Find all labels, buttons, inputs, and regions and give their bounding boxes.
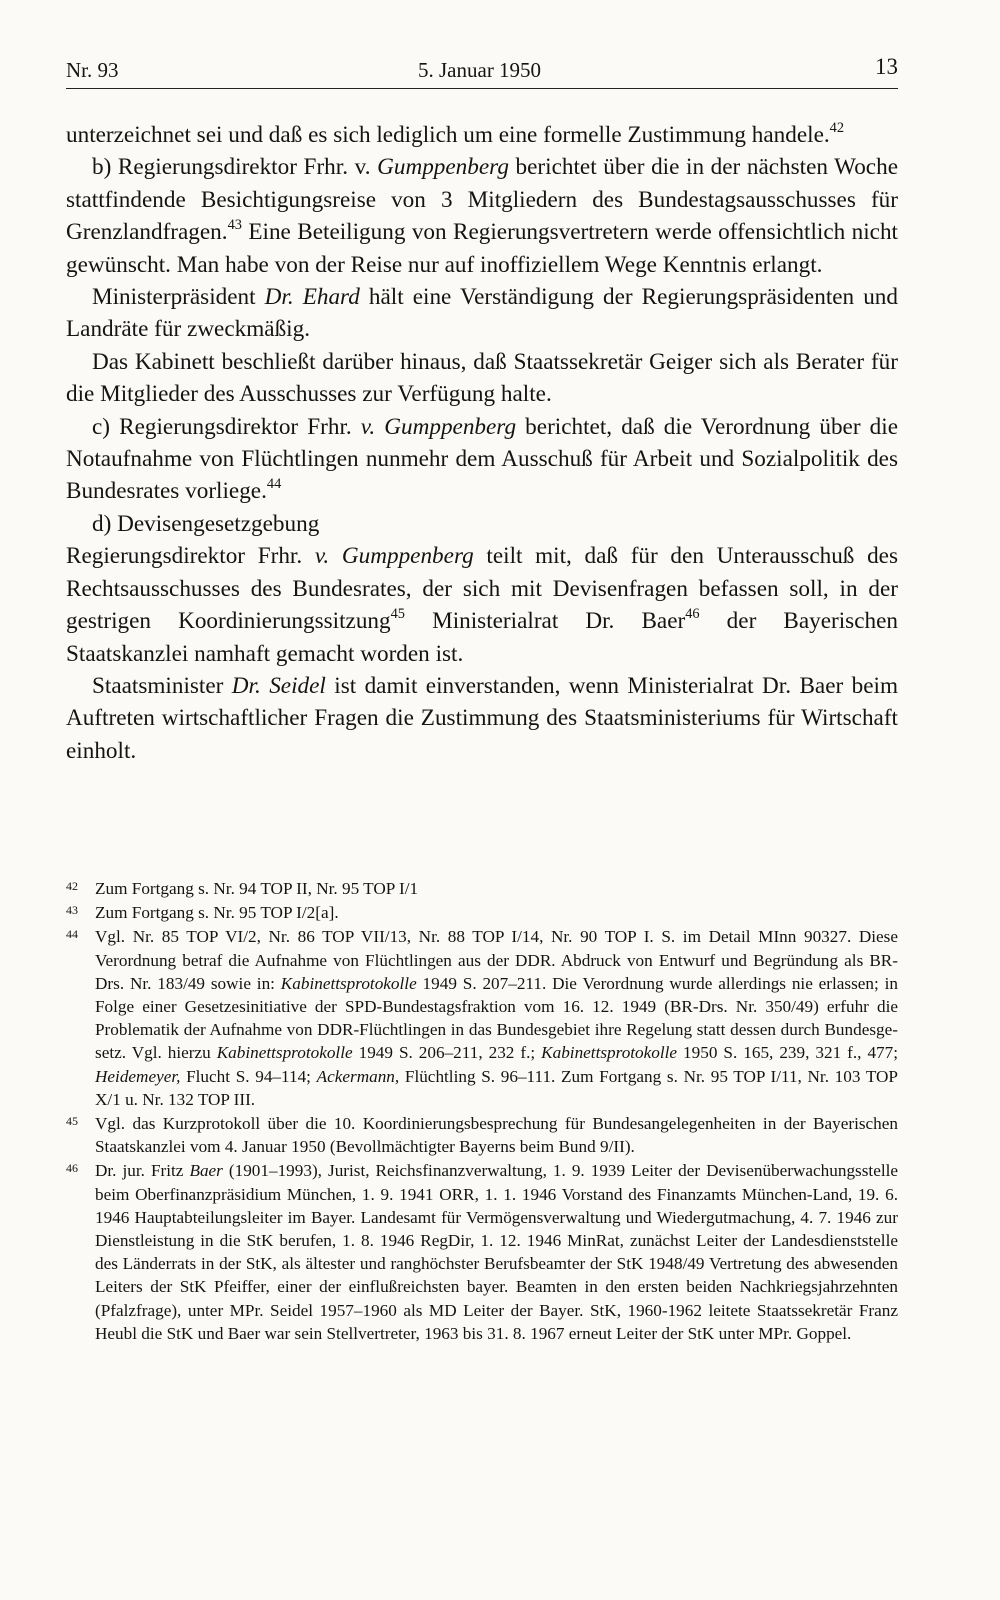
footnote-45: [66, 1112, 898, 1158]
footnote-43: [66, 901, 898, 924]
paragraph-text: Ministerpräsident: [92, 284, 265, 311]
person-name: v. Gumppenberg: [360, 413, 517, 440]
paragraph-text: hält eine Verständigung der Regierungspräsidenten und Landräte für zweckmäßig.: [66, 284, 898, 343]
footnote-ref-44[interactable]: 44: [266, 476, 282, 493]
footnote-number: 44: [66, 927, 78, 942]
paragraph-text: Staatsminister: [92, 672, 232, 699]
footnote-text: Vgl. Nr. 85 TOP VI/2, Nr. 86 TOP VII/13, Nr. 88 TOP I/14, Nr. 90 TOP I. S. im Detail MInn 90327. Diese Verordnung betraf die Aufnahme von Flüchtlingen aus der DDR. Abdruck von Entwurf und Begründung als BR-Drs. Nr. 183/49 sowie in:: [95, 927, 898, 993]
footnote-number: 42: [66, 879, 78, 893]
paragraph-text: Eine Beteiligung von Regierungsvertretern werde offensichtlich nicht gewünscht. Man habe von der Reise nur auf inoffiziellem Wege Kenntnis erlangt.: [66, 219, 898, 278]
paragraph-text: berichtet über die in der nächsten Woche stattfindende Besichtigungsreise von 3 Mitgliedern des Bundestagsausschusses für Grenzlandfragen.: [66, 154, 898, 246]
paragraph-text: berichtet, daß die Verordnung über die Notaufnahme von Flüchtlingen nunmehr dem Ausschuß für Arbeit und Sozialpolitik des Bundesrates vorliege.: [66, 413, 899, 505]
person-name: Baer: [189, 1161, 223, 1181]
footnote-ref-42[interactable]: 42: [829, 119, 845, 136]
paragraph-ehard: [66, 281, 898, 346]
person-name: Gumppenberg: [377, 154, 509, 181]
paragraph-seidel: [66, 670, 898, 767]
footnote-text: 1949 S. 207–211. Die Verordnung wurde allerdings nie erlassen; in Folge einer Gesetzesinitiative der SPD-Bundestagsfraktion vom 16. 12. 1949 (BR-Drs. Nr. 350/49) erfuhr die Problematik der Aufnahme von DDR-Flüchtlingen in das Bundesgebiet ihre Regelung statt dessen durch Bundesgesetz. Vgl. hierzu: [95, 973, 899, 1063]
person-name: Dr. Ehard: [264, 284, 360, 311]
footnote-text: Zum Fortgang s. Nr. 94 TOP II, Nr. 95 TOP I/1: [95, 879, 419, 898]
footnote-text: Dr. jur. Fritz: [95, 1161, 190, 1181]
footnote-text: 1949 S. 206–211, 232 f.;: [352, 1043, 542, 1063]
paragraph-text: b) Regierungsdirektor Frhr. v.: [92, 154, 378, 181]
footnote-text: Zum Fortgang s. Nr. 95 TOP I/2[a].: [95, 903, 339, 923]
paragraph-text: Regierungsdirektor Frhr.: [66, 543, 315, 570]
section-heading: d) Devisengesetzgebung: [92, 510, 320, 537]
person-name: v. Gumppenberg: [314, 543, 474, 570]
citation-author: Ackermann,: [316, 1066, 400, 1086]
footnote-42: [66, 877, 898, 900]
paragraph-text: ist damit einverstanden, wenn Ministerialrat Dr. Baer beim Auftreten wirtschaftlicher Fragen die Zustimmung des Staatsministeriums für Wirtschaft einholt.: [66, 672, 898, 764]
paragraph-item-d-heading: [66, 508, 898, 540]
footnote-text: Flüchtling S. 96–111. Zum Fortgang s. Nr. 95 TOP I/11, Nr. 103 TOP X/1 u. Nr. 132 TOP III.: [95, 1066, 898, 1109]
footnote-number: 46: [66, 1161, 78, 1176]
footnote-number: 45: [66, 1114, 78, 1129]
footnote-44: [66, 925, 898, 1111]
citation-title: Kabinettsprotokolle: [216, 1043, 353, 1063]
paragraph-kabinett: [66, 346, 898, 411]
footnote-text: Vgl. das Kurzprotokoll über die 10. Koordinierungsbesprechung für Bundesangelegenheiten in der Bayerischen Staatskanzlei vom 4. Januar 1950 (Bevollmächtigter Bayerns beim Bund 9/II).: [95, 1114, 898, 1157]
paragraph-text: Ministerialrat Dr. Baer: [404, 608, 686, 635]
paragraph-text: Das Kabinett beschließt darüber hinaus, daß Staatssekretär Geiger sich als Berater für die Mitglieder des Ausschusses zur Verfügung halte.: [66, 348, 898, 408]
header-date: 5. Januar 1950: [418, 58, 542, 82]
footnote-ref-46[interactable]: 46: [685, 606, 700, 623]
paragraph-text: der Bayerischen Staatskanzlei namhaft gemacht worden ist.: [66, 608, 898, 667]
footnote-text: 1950 S. 165, 239, 321 f., 477;: [677, 1043, 899, 1063]
citation-author: Heidemeyer,: [95, 1066, 181, 1086]
footnotes: [66, 877, 898, 1346]
footnote-ref-45[interactable]: 45: [390, 606, 405, 623]
footnote-46: [66, 1159, 898, 1345]
citation-title: Kabinettsprotokolle: [280, 973, 417, 993]
running-header: [66, 52, 898, 84]
paragraph-item-b: [66, 151, 898, 281]
footnote-text: Flucht S. 94–114;: [180, 1066, 317, 1086]
header-rule: [66, 88, 898, 89]
paragraph-text: c) Regierungsdirektor Frhr.: [92, 413, 361, 440]
person-name: Dr. Seidel: [231, 672, 326, 699]
footnote-text: (1901–1993), Jurist, Reichsfinanzverwaltung, 1. 9. 1939 Leiter der Devisenüberwachungsstelle beim Oberfinanzpräsidium München, 1. 9. 1941 ORR, 1. 1. 1946 Vorstand des Finanzamts München-Land, 19. 6. 1946 Hauptabteilungsleiter im Bayer. Landesamt für Vermögensverwaltung und Wiedergutmachung, 4. 7. 1946 zur Dienstleistung in die StK berufen, 1. 8. 1946 RegDir, 1. 12. 1946 MinRat, zunächst Leiter der Landesdienststelle des Länderrats in der StK, als ältester und ranghöchster Berufsbeamter der StK 1948/49 Vertretung des abwesenden Leiters der StK Pfeiffer, einer der einflußreichsten bayer. Beamten in den ersten beiden Nachkriegsjahrzehnten (Pfalzfrage), unter MPr. Seidel 1957–1960 als MD Leiter der Bayer. StK, 1960-1962 leitete Staatssekretär Franz Heubl die StK und Baer war sein Stellvertreter, 1963 bis 31. 8. 1967 erneut Leiter der StK unter MPr. Goppel.: [95, 1161, 899, 1343]
footnote-ref-43[interactable]: 43: [227, 217, 242, 234]
footnote-number: 43: [66, 903, 78, 918]
paragraph-1: [66, 119, 898, 151]
paragraph-item-c: [66, 411, 898, 508]
paragraph-text: teilt mit, daß für den Unterausschuß des Rechtsausschusses des Bundesrates, der sich mit Devisenfragen befassen soll, in der gestrigen Koordinierungssitzung: [66, 543, 898, 635]
main-text: [66, 119, 898, 767]
paragraph-text: unterzeichnet sei und daß es sich lediglich um eine formelle Zustimmung handele.: [66, 122, 830, 148]
citation-title: Kabinettsprotokolle: [541, 1043, 678, 1063]
page-number: 13: [875, 54, 898, 79]
paragraph-devisen: [66, 540, 898, 670]
document-number: Nr. 93: [66, 58, 119, 82]
